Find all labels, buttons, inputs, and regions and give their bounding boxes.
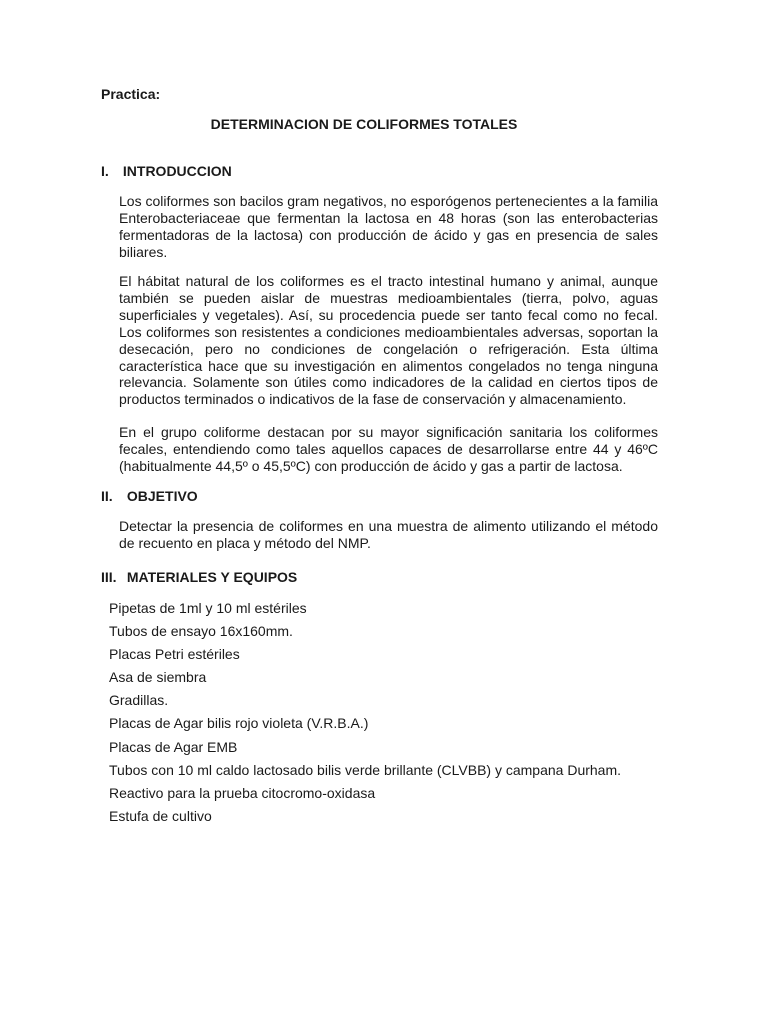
section-heading-introduction: [101, 163, 232, 179]
section-heading-objective: [101, 488, 198, 504]
intro-paragraph-1: Los coliformes son bacilos gram negativos, no esporógenos pertenecientes a la familia Enterobacteriaceae que fermentan la lactosa en 48 horas (son las enterobacterias fermentadoras de la lactosa) con producción de ácido y gas en presencia de sales biliares.: [119, 193, 658, 260]
materials-list: [109, 599, 621, 830]
section-title: OBJETIVO: [126, 488, 198, 504]
list-item: Tubos con 10 ml caldo lactosado bilis verde brillante (CLVBB) y campana Durham.: [109, 761, 622, 778]
intro-paragraph-3: En el grupo coliforme destacan por su mayor significación sanitaria los coliformes fecales, entendiendo como tales aquellos capaces de desarrollarse entre 44 y 46ºC (habitualmente 44,5º o 45,5ºC) con producción de ácido y gas a partir de lactosa.: [119, 424, 658, 474]
list-item: Tubos de ensayo 16x160mm.: [109, 623, 293, 640]
practice-label: Practica:: [101, 86, 161, 102]
list-item: Asa de siembra: [109, 669, 207, 686]
list-item: Placas de Agar bilis rojo violeta (V.R.B.A.): [109, 715, 369, 732]
list-item: Gradillas.: [109, 692, 169, 709]
list-item: Placas Petri estériles: [109, 646, 240, 663]
section-number: III.: [101, 569, 117, 585]
list-item: Reactivo para la prueba citocromo-oxidasa: [109, 784, 376, 801]
section-heading-materials: [101, 569, 297, 585]
list-item: Pipetas de 1ml y 10 ml estériles: [109, 600, 307, 616]
list-item: Estufa de cultivo: [109, 807, 212, 824]
section-title: MATERIALES Y EQUIPOS: [126, 569, 298, 585]
section-title: INTRODUCCION: [122, 163, 232, 179]
section-number: I.: [101, 163, 109, 179]
document-title: DETERMINACION DE COLIFORMES TOTALES: [210, 116, 518, 132]
list-item: Placas de Agar EMB: [109, 738, 238, 755]
objective-paragraph: Detectar la presencia de coliformes en una muestra de alimento utilizando el método de recuento en placa y método del NMP.: [119, 518, 658, 551]
section-number: II.: [101, 488, 113, 504]
intro-paragraph-2: El hábitat natural de los coliformes es el tracto intestinal humano y animal, aunque también se pueden aislar de muestras medioambientales (tierra, polvo, aguas superficiales y vegetales). Así, su procedencia puede ser tanto fecal como no fecal. Los coliformes son resistentes a condiciones medioambientales adversas, soportan la desecación, pero no condiciones de congelación o refrigeración. Esta última característica hace que su investigación en alimentos congelados no tenga ninguna relevancia. Solamente son útiles como indicadores de la calidad en ciertos tipos de productos terminados o indicativos de la fase de conservación y almacenamiento.: [119, 273, 658, 408]
